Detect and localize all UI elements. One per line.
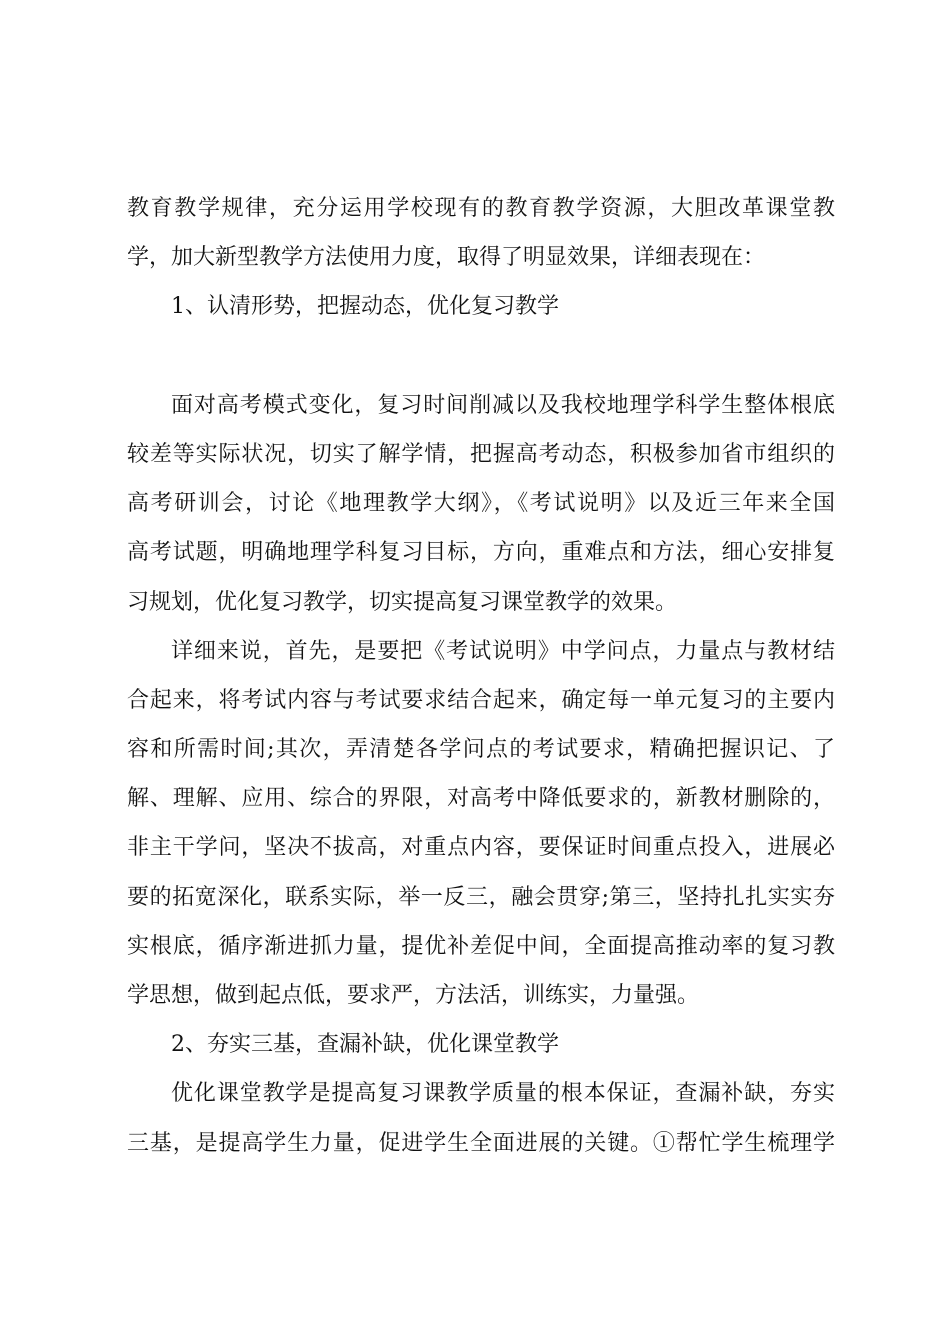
body-text-line: 学，加大新型教学方法使用力度，取得了明显效果，详细表现在： (127, 245, 766, 271)
blank-line (127, 332, 835, 381)
body-text-line: 解、理解、应用、综合的界限，对高考中降低要求的，新教材删除的， (127, 786, 835, 812)
body-text-line: 高考研训会，讨论《地理教学大纲》，《考试说明》以及近三年来全国 (127, 491, 835, 517)
body-text-line: 非主干学问，坚决不拔高，对重点内容，要保证时间重点投入，进展必 (127, 835, 835, 861)
document-body (127, 184, 835, 1168)
body-text-line: 容和所需时间;其次，弄清楚各学问点的考试要求，精确把握识记、了 (127, 737, 835, 763)
body-text-line: 合起来，将考试内容与考试要求结合起来，确定每一单元复习的主要内 (127, 687, 835, 713)
body-text-line: 要的拓宽深化，联系实际，举一反三，融会贯穿;第三，坚持扎扎实实夯 (127, 884, 835, 910)
body-text-line: 习规划，优化复习教学，切实提高复习课堂教学的效果。 (127, 589, 678, 615)
section-heading-1: 1、认清形势，把握动态，优化复习教学 (171, 294, 559, 320)
body-text-line: 三基，是提高学生力量，促进学生全面进展的关键。①帮忙学生梳理学 (127, 1130, 835, 1156)
paragraph-first-line: 面对高考模式变化，复习时间削减以及我校地理学科学生整体根底 (171, 392, 835, 418)
body-text-line: 较差等实际状况，切实了解学情，把握高考动态，积极参加省市组织的 (127, 441, 835, 467)
body-text-line: 高考试题，明确地理学科复习目标，方向，重难点和方法，细心安排复 (127, 540, 835, 566)
paragraph-first-line: 优化课堂教学是提高复习课教学质量的根本保证，查漏补缺，夯实 (171, 1081, 835, 1107)
section-heading-2: 2、夯实三基，查漏补缺，优化课堂教学 (171, 1032, 559, 1058)
paragraph-first-line: 详细来说，首先，是要把《考试说明》中学问点，力量点与教材结 (171, 638, 835, 664)
body-text-line: 实根底，循序渐进抓力量，提优补差促中间，全面提高推动率的复习教 (127, 933, 835, 959)
body-text-line: 教育教学规律，充分运用学校现有的教育教学资源，大胆改革课堂教 (127, 196, 835, 221)
body-text-line: 学思想，做到起点低，要求严，方法活，训练实，力量强。 (127, 983, 700, 1008)
